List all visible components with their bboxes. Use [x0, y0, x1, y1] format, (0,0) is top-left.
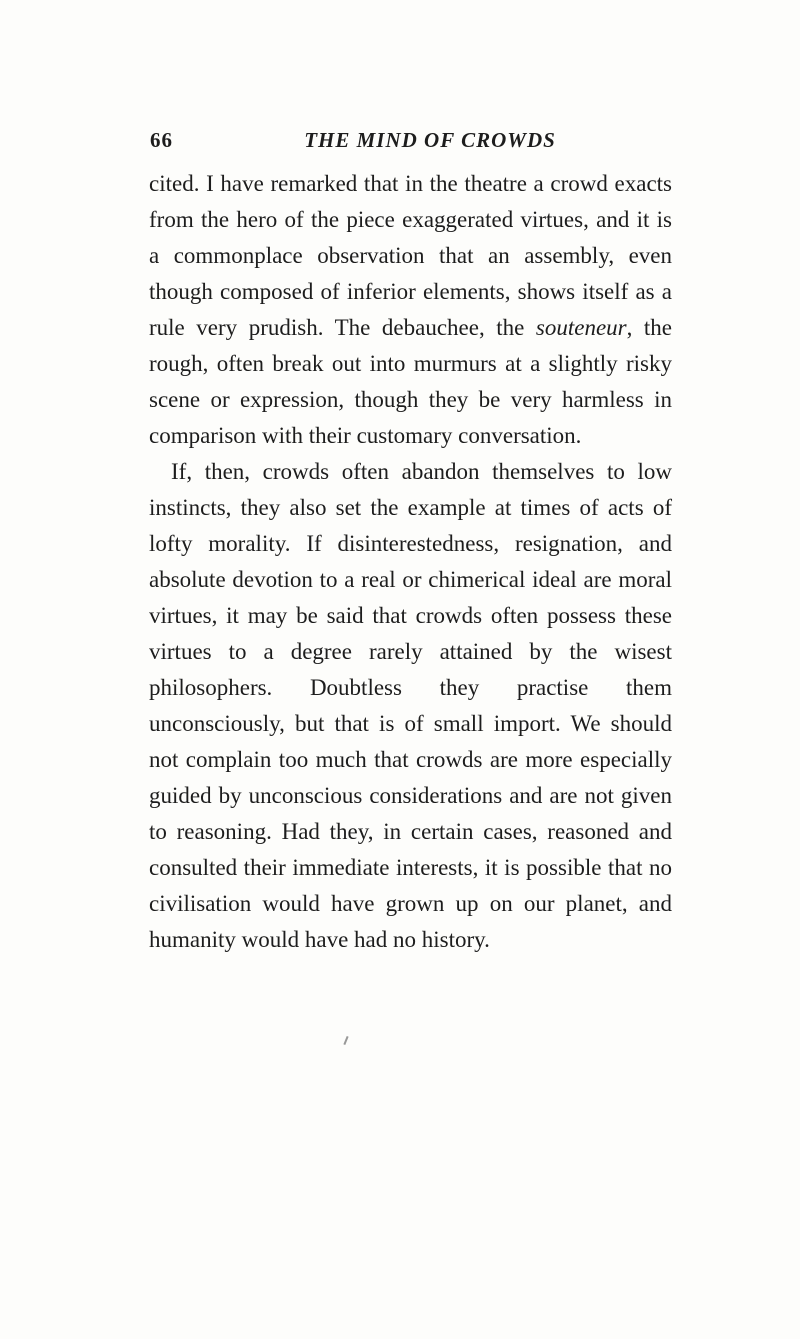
paragraph-text: , the rough, often break out into murmurs at a slightly risky scene or expression, though they be very harmless in comparison with their customary conversation.	[149, 315, 673, 448]
page-number: 66	[150, 128, 173, 152]
stray-mark	[343, 1036, 348, 1045]
paragraph-text: cited. I have remarked that in the theatre a crowd exacts from the hero of the piece exaggerated virtues, and it is a commonplace observation that an assembly, even though composed of inferior elements, shows itself as a rule very prudish. The debauchee, the	[149, 171, 672, 340]
book-title: THE MIND OF CROWDS	[304, 128, 556, 152]
running-head	[150, 128, 710, 158]
body-text	[149, 166, 672, 958]
paragraph	[149, 166, 672, 454]
paragraph: If, then, crowds often abandon themselves to low instincts, they also set the example at times of acts of lofty morality. If disinterestedness, resignation, and absolute devotion to a real or chimerical ideal are moral virtues, it may be said that crowds often possess these virtues to a degree rarely attained by the wisest philosophers. Doubtless they practise them unconsciously, but that is of small import. We should not complain too much that crowds are more especially guided by unconscious considerations and are not given to reasoning. Had they, in certain cases, reasoned and consulted their immediate interests, it is possible that no civilisation would have grown up on our planet, and humanity would have had no history.	[149, 459, 672, 952]
italic-term: souteneur	[535, 315, 627, 340]
